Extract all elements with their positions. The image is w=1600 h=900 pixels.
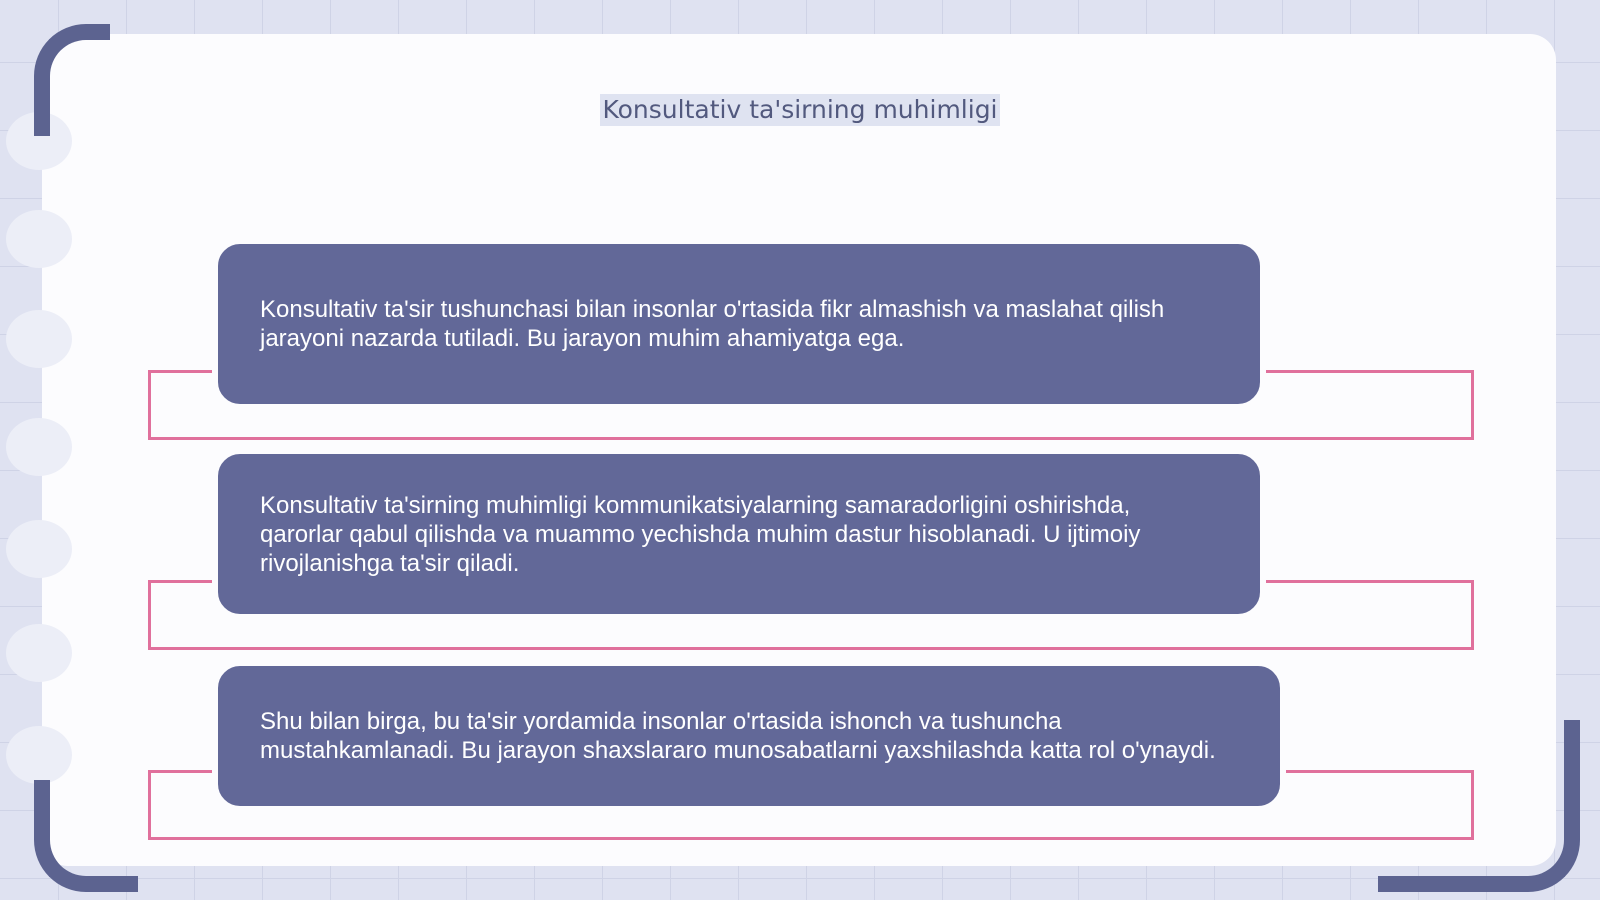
info-card-2	[212, 448, 1266, 620]
info-card-text: Konsultativ ta'sir tushunchasi bilan insonlar o'rtasida fikr almashish va maslahat qilish jarayoni nazarda tutiladi. Bu jarayon muhim ahamiyatga ega.	[260, 296, 1165, 352]
binder-hole	[6, 310, 72, 368]
binder-hole	[6, 520, 72, 578]
info-card-3	[212, 660, 1286, 812]
binder-hole	[6, 418, 72, 476]
slide-title: Konsultativ ta'sirning muhimligi	[602, 95, 998, 124]
binder-hole	[6, 210, 72, 268]
binder-hole	[6, 726, 72, 784]
corner-bracket-bottom-left	[34, 780, 138, 892]
info-card-text: Konsultativ ta'sirning muhimligi kommunikatsiyalarning samaradorligini oshirishda, qarorlar qabul qilishda va muammo yechishda muhim dastur hisoblanadi. U ijtimoiy rivojlanishga ta'sir qiladi.	[260, 491, 1141, 577]
binder-hole	[6, 624, 72, 682]
info-card-text: Shu bilan birga, bu ta'sir yordamida insonlar o'rtasida ishonch va tushuncha mustahkamlanadi. Bu jarayon shaxslararo munosabatlarni yaxshilashda katta rol o'ynaydi.	[260, 708, 1216, 764]
info-card-1	[212, 238, 1266, 410]
slide-title-container	[0, 94, 1600, 126]
